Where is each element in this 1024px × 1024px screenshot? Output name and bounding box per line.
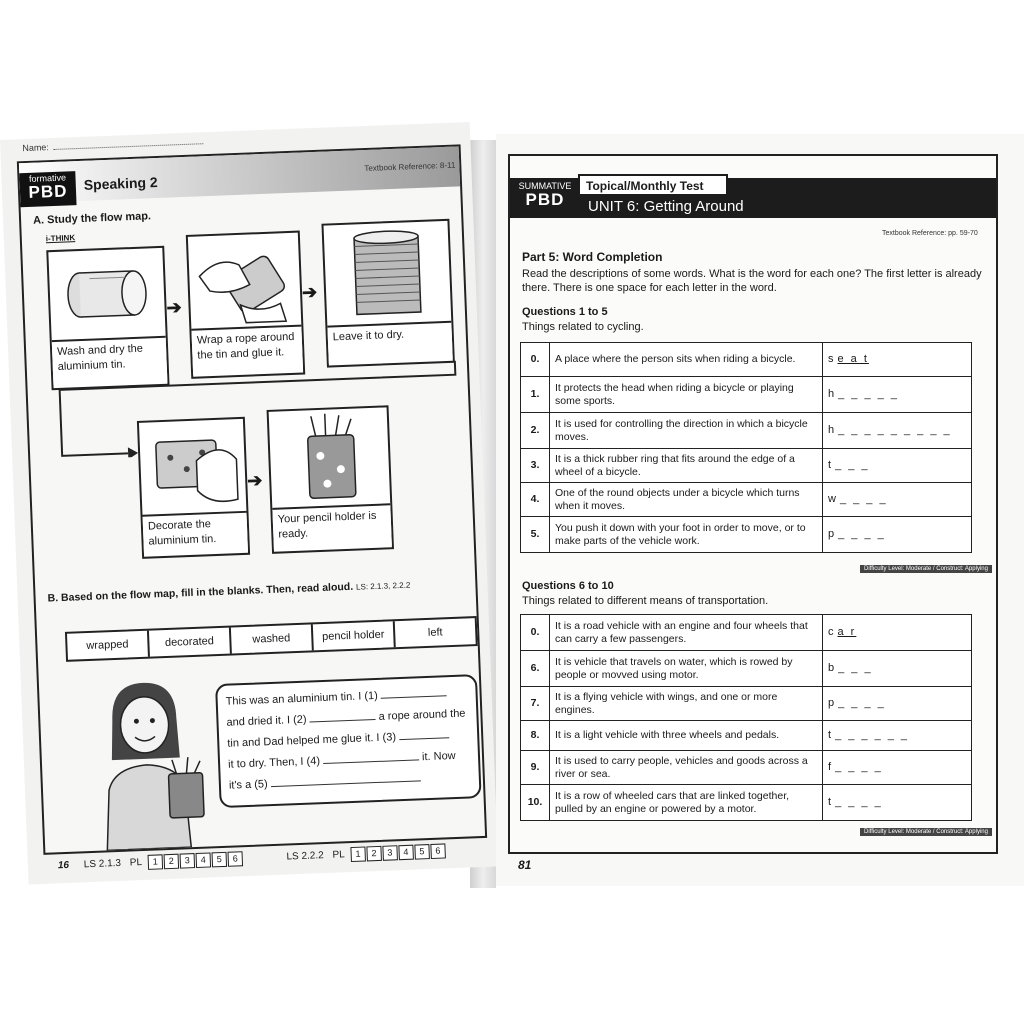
question-number: 7. <box>521 687 550 721</box>
answer-field[interactable] <box>823 343 972 377</box>
question-number: 2. <box>521 413 550 449</box>
answer-blanks[interactable]: _ _ _ _ <box>839 493 888 505</box>
question-row <box>521 751 972 785</box>
question-number: 0. <box>521 343 550 377</box>
first-letter: t <box>828 796 832 808</box>
pl-box[interactable]: 5 <box>211 852 227 868</box>
answer-blanks[interactable]: _ _ _ _ <box>835 796 883 808</box>
answer-field[interactable] <box>823 517 972 553</box>
arrow-right-icon: ➔ <box>301 281 318 303</box>
flow-step-1 <box>46 246 169 390</box>
flow-step-3 <box>321 219 454 368</box>
pl-box[interactable]: 4 <box>195 852 211 868</box>
decorate-tin-illustration <box>139 419 246 515</box>
tin-can-illustration <box>48 248 165 340</box>
flow-step-4-caption: Decorate the aluminium tin. <box>142 511 247 555</box>
textbook-reference: Textbook Reference: 8-11 <box>364 160 456 174</box>
flow-step-3-caption: Leave it to dry. <box>327 321 452 364</box>
answer-blanks[interactable]: _ _ _ _ _ _ <box>835 729 910 741</box>
answer-field[interactable] <box>823 615 972 651</box>
part-title: Part 5: Word Completion <box>522 250 663 264</box>
answer-blanks[interactable]: _ _ _ _ <box>835 761 883 773</box>
questions-1-5-subheading: Things related to cycling. <box>522 321 644 333</box>
summative-pbd-badge: SUMMATIVE PBD <box>518 180 572 216</box>
question-description: It is a road vehicle with an engine and four wheels that can carry a few passengers. <box>550 615 823 651</box>
first-letter: t <box>828 729 832 741</box>
answer-field[interactable] <box>823 483 972 517</box>
girl-illustration <box>81 676 227 851</box>
ithink-label: i-THINK <box>45 233 76 244</box>
section-a-heading: A. Study the flow map. <box>32 210 152 227</box>
answer-blanks[interactable]: e a t <box>837 353 869 365</box>
pl-box[interactable]: 3 <box>179 853 195 869</box>
question-row <box>521 449 972 483</box>
word-bank <box>65 616 478 662</box>
blank-3[interactable] <box>399 737 449 740</box>
word-bank-item: decorated <box>149 627 232 656</box>
speech-bubble-passage: This was an aluminium tin. I (1) and dried it. I (2) a rope around the tin and Dad helped me glue it. I (3) it to dry. Then, I (4) it. Now it's a (5) <box>215 674 482 808</box>
flow-step-5 <box>267 405 394 554</box>
arrow-right-icon: ➔ <box>166 297 183 318</box>
question-number: 6. <box>521 651 550 687</box>
question-number: 9. <box>521 751 550 785</box>
question-row <box>521 651 972 687</box>
answer-blanks[interactable]: _ _ _ _ <box>838 528 886 540</box>
questions-6-10-heading: Questions 6 to 10 <box>522 580 614 592</box>
unit-title: UNIT 6: Getting Around <box>588 198 744 215</box>
header-band <box>19 146 460 203</box>
question-description: It is a light vehicle with three wheels and pedals. <box>550 721 823 751</box>
answer-field[interactable] <box>823 377 972 413</box>
question-row <box>521 517 972 553</box>
questions-6-10-table <box>520 614 972 821</box>
question-row <box>521 721 972 751</box>
question-row <box>521 615 972 651</box>
left-page <box>0 122 498 884</box>
name-field: Name: <box>22 136 203 153</box>
first-letter: b <box>828 662 835 674</box>
page-title: Speaking 2 <box>83 173 158 193</box>
pl-box[interactable]: 2 <box>366 846 382 862</box>
test-type-tab: Topical/Monthly Test <box>578 174 728 194</box>
question-number: 4. <box>521 483 550 517</box>
answer-blanks[interactable]: _ _ _ _ <box>838 697 886 709</box>
blank-4[interactable] <box>323 759 419 764</box>
questions-6-10-subheading: Things related to different means of transportation. <box>522 595 769 607</box>
question-description: It protects the head when riding a bicycle or playing some sports. <box>550 377 823 413</box>
pl-box[interactable]: 5 <box>414 844 430 860</box>
drying-tin-illustration <box>324 221 452 326</box>
page-number: 81 <box>518 858 532 872</box>
question-description: One of the round objects under a bicycle which turns when it moves. <box>550 483 823 517</box>
question-description: It is a flying vehicle with wings, and one or more engines. <box>550 687 823 721</box>
question-description: It is vehicle that travels on water, which is rowed by people or movved using motor. <box>550 651 823 687</box>
question-row <box>521 343 972 377</box>
instructions: Read the descriptions of some words. What is the word for each one? The first letter is already there. There is one space for each letter in the word. <box>522 268 982 294</box>
answer-field[interactable] <box>823 449 972 483</box>
word-bank-item: left <box>427 626 443 639</box>
question-description: You push it down with your foot in order to move, or to make parts of the vehicle work. <box>550 517 823 553</box>
word-bank-item: washed <box>231 624 314 653</box>
flow-connector <box>55 360 470 460</box>
page-number: 16 <box>57 859 70 872</box>
word-bank-item: wrapped <box>67 631 150 660</box>
pl-box[interactable]: 6 <box>430 843 446 859</box>
answer-blanks[interactable]: _ _ _ <box>838 662 873 674</box>
answer-field[interactable] <box>823 751 972 785</box>
question-number: 0. <box>521 615 550 651</box>
blank-1[interactable] <box>381 695 447 699</box>
question-row <box>521 377 972 413</box>
answer-blanks[interactable]: _ _ _ _ _ <box>838 388 899 400</box>
pl-box[interactable]: 3 <box>382 845 398 861</box>
pencil-holder-illustration <box>269 407 391 507</box>
question-description: It is a thick rubber ring that fits around the edge of a wheel of a bicycle. <box>550 449 823 483</box>
first-letter: c <box>828 626 834 638</box>
question-row <box>521 483 972 517</box>
section-b-heading: B. Based on the flow map, fill in the blanks. Then, read aloud. LS: 2.1.3, 2.2.2 <box>47 580 411 605</box>
flow-step-5-caption: Your pencil holder is ready. <box>272 503 392 549</box>
first-letter: h <box>828 388 835 400</box>
question-description: It is a row of wheeled cars that are linked together, pulled by an engine or powered by a motor. <box>550 785 823 821</box>
question-description: It is used to carry people, vehicles and goods across a river or sea. <box>550 751 823 785</box>
question-number: 10. <box>521 785 550 821</box>
left-footer: 16 LS 2.1.3 PL 1 2 3 4 5 6 LS 2.2.2 PL 1 2 3 4 5 6 <box>58 843 447 873</box>
answer-blanks[interactable]: a r <box>837 626 857 638</box>
speaking-worksheet-frame <box>17 144 487 855</box>
pl-box[interactable]: 2 <box>164 854 180 870</box>
formative-pbd-badge: formative PBD <box>19 171 76 207</box>
questions-1-5-heading: Questions 1 to 5 <box>522 306 608 318</box>
flow-step-2-caption: Wrap a rope around the tin and glue it. <box>191 325 303 375</box>
answer-field[interactable] <box>823 721 972 751</box>
question-row <box>521 687 972 721</box>
answer-field[interactable] <box>823 413 972 449</box>
pl-box[interactable]: 1 <box>148 854 164 870</box>
first-letter: t <box>828 459 832 471</box>
flow-step-1-caption: Wash and dry the aluminium tin. <box>52 336 168 386</box>
pl-box[interactable]: 6 <box>227 851 243 867</box>
blank-5[interactable] <box>271 780 421 787</box>
first-letter: s <box>828 353 834 365</box>
answer-field[interactable] <box>823 651 972 687</box>
wrap-rope-illustration <box>188 233 301 329</box>
question-description: It is used for controlling the direction in which a bicycle moves. <box>550 413 823 449</box>
answer-field[interactable] <box>823 687 972 721</box>
word-bank-item: pencil holder <box>313 621 396 650</box>
question-row <box>521 413 972 449</box>
answer-blanks[interactable]: _ _ _ <box>835 459 870 471</box>
difficulty-label: Difficulty Level: Moderate / Construct: Applying <box>860 828 992 836</box>
question-description: A place where the person sits when riding a bicycle. <box>550 343 823 377</box>
pl-box[interactable]: 4 <box>398 845 414 861</box>
questions-1-5-table <box>520 342 972 553</box>
answer-field[interactable] <box>823 785 972 821</box>
first-letter: w <box>828 493 836 505</box>
difficulty-label: Difficulty Level: Moderate / Construct: Applying <box>860 565 992 573</box>
first-letter: f <box>828 761 832 773</box>
right-page <box>496 134 1024 886</box>
textbook-reference: Textbook Reference: pp. 59-70 <box>882 230 978 237</box>
flow-step-2 <box>186 231 305 379</box>
answer-blanks[interactable]: _ _ _ _ _ _ _ _ _ <box>838 424 952 436</box>
question-number: 1. <box>521 377 550 413</box>
test-worksheet-frame <box>508 154 998 854</box>
first-letter: p <box>828 528 835 540</box>
question-number: 8. <box>521 721 550 751</box>
first-letter: h <box>828 424 835 436</box>
arrow-right-icon: ➔ <box>246 470 263 491</box>
first-letter: p <box>828 697 835 709</box>
question-number: 5. <box>521 517 550 553</box>
flow-step-4 <box>137 417 250 559</box>
pl-box[interactable]: 1 <box>350 847 366 863</box>
question-number: 3. <box>521 449 550 483</box>
blank-2[interactable] <box>310 719 376 723</box>
question-row <box>521 785 972 821</box>
